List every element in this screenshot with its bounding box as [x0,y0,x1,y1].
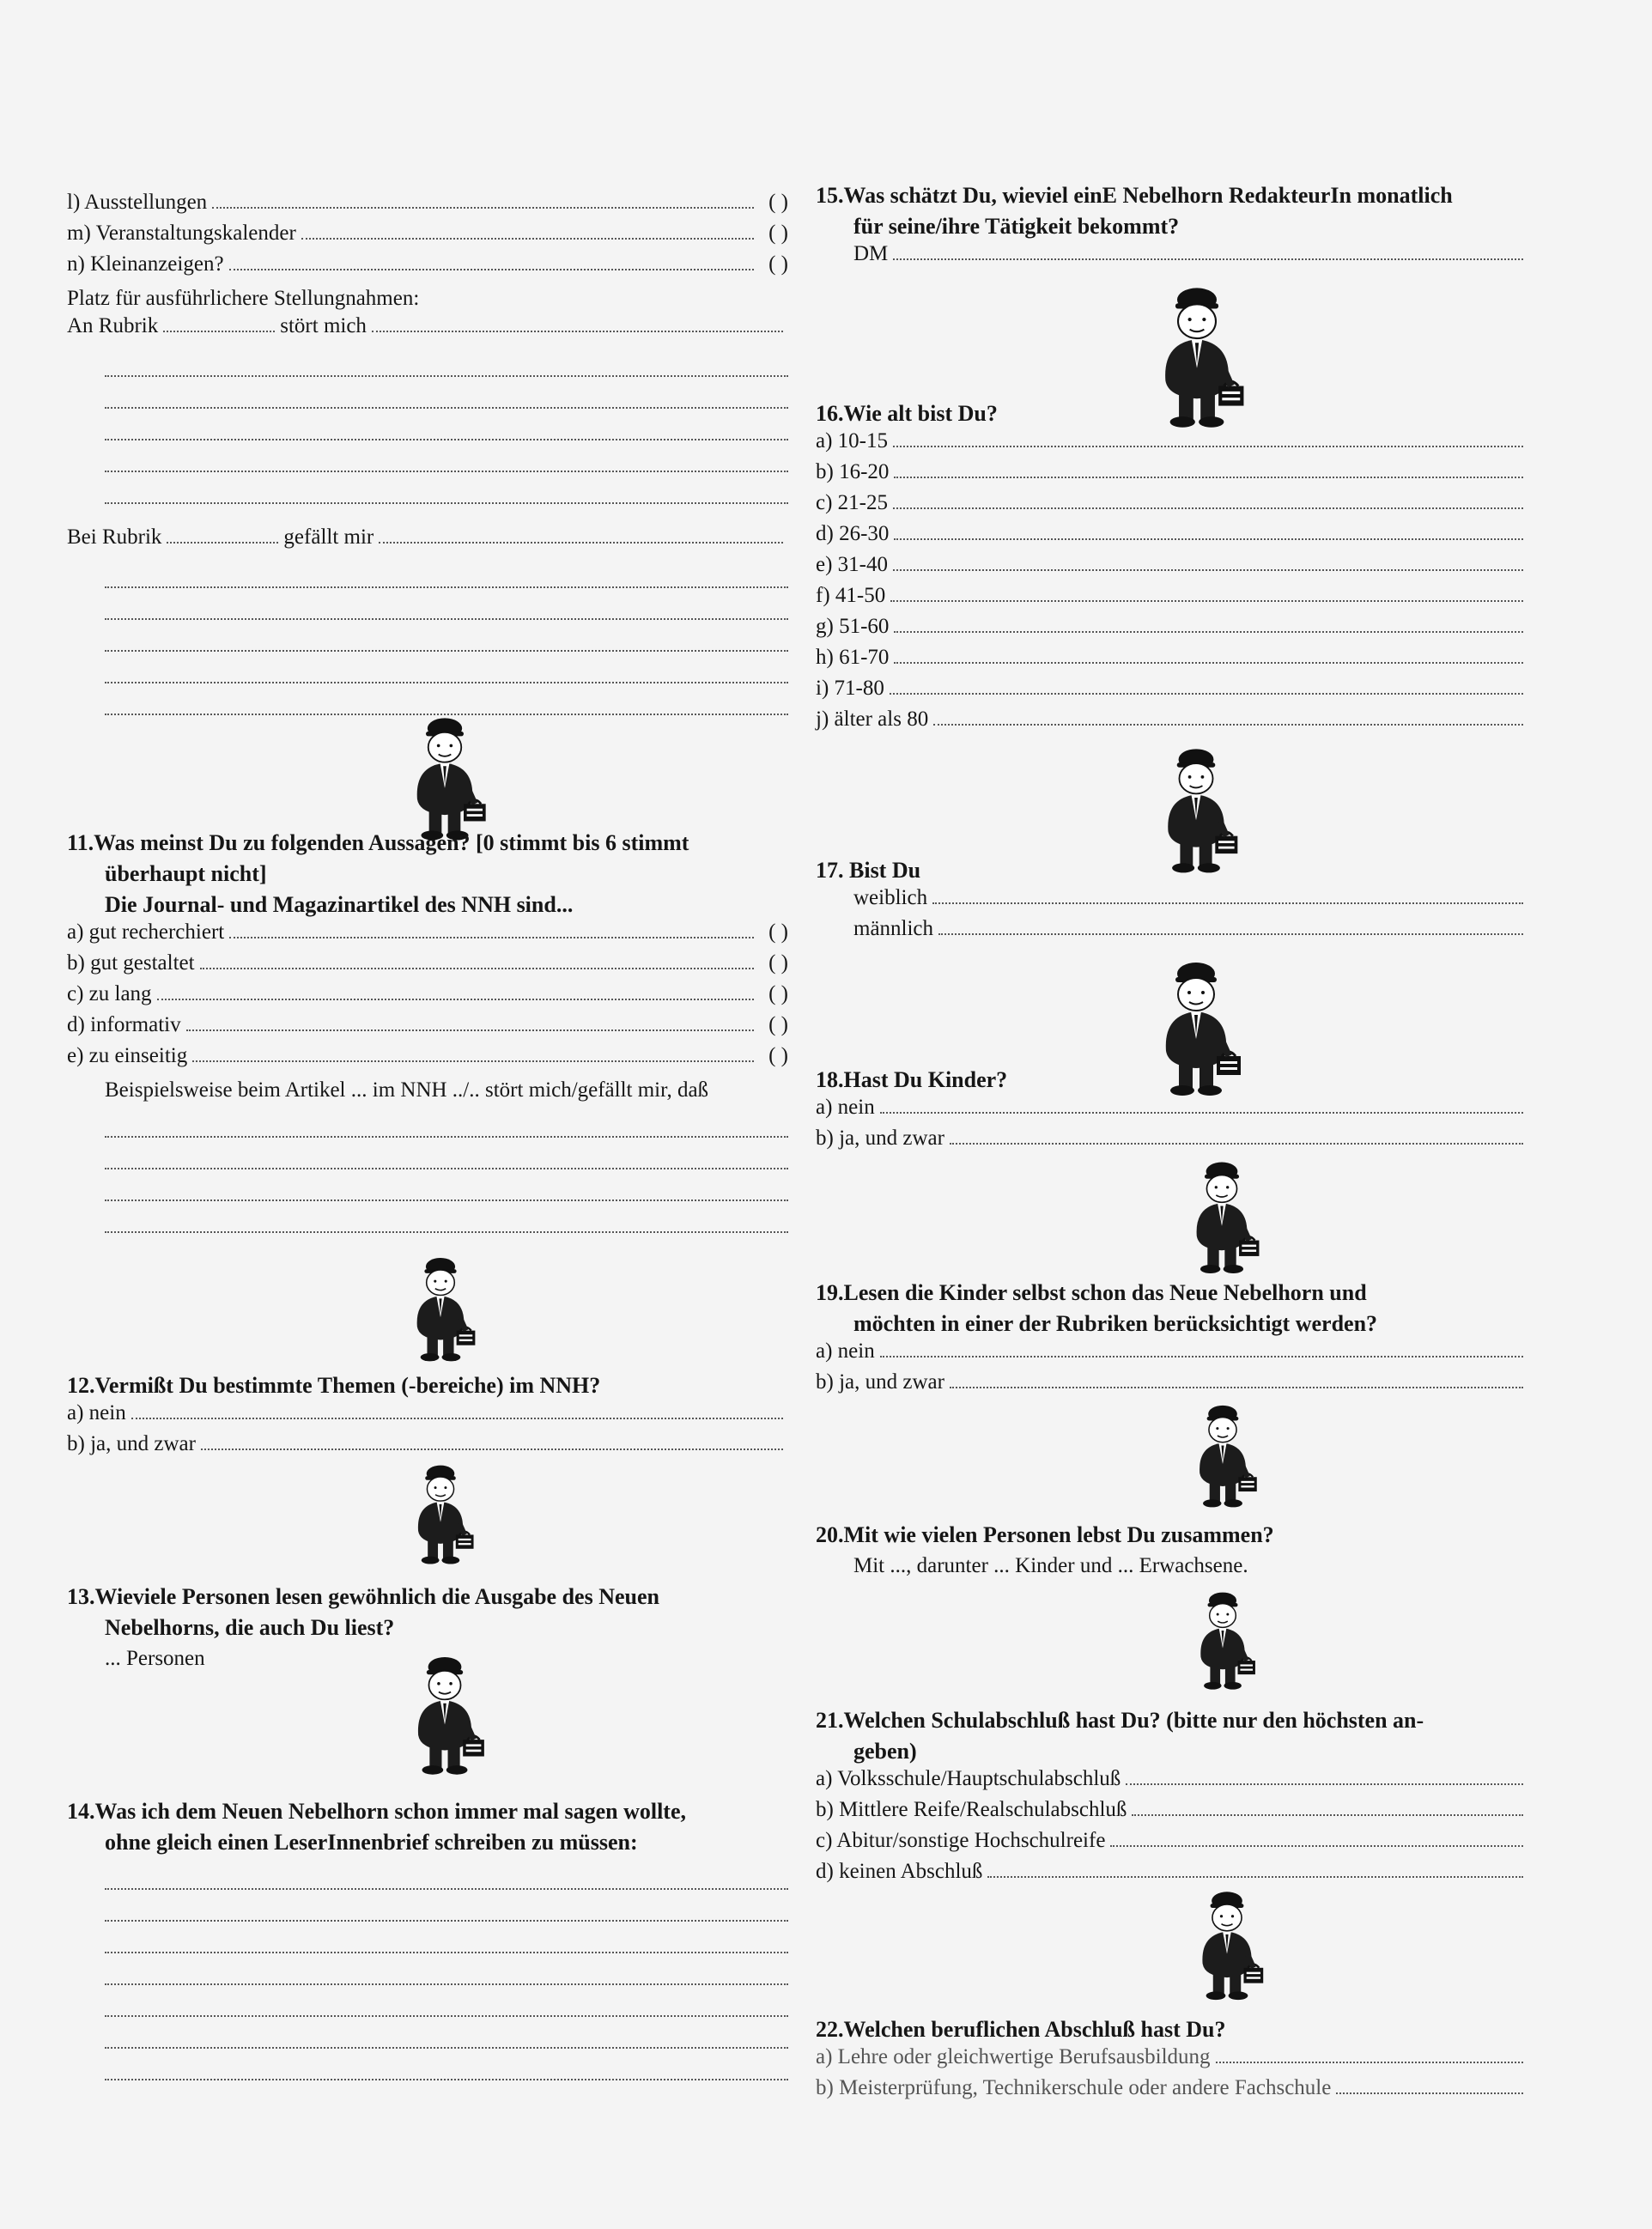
question-title: 11.Was meinst Du zu folgenden Aussagen? [0 stimmt bis 6 stimmt überhaupt nicht] Die Journal- und Magazinartikel des NNH sind... [67,830,689,917]
list-item[interactable]: a) nein [816,1096,1528,1127]
question-title: 21.Welchen Schulabschluß hast Du? (bitte nur den höchsten an- geben) [816,1708,1424,1764]
question-15 [816,180,1528,273]
answer-line[interactable] [105,345,788,377]
list-item[interactable]: männlich [816,917,1528,948]
answer-line[interactable] [105,1106,788,1138]
answer-line[interactable] [105,620,788,652]
list-item: e) zu einseitig ( ) [67,1044,788,1067]
list-item[interactable]: e) 31-40 [816,553,1528,584]
list-item: b) gut gestaltet ( ) [67,951,788,975]
list-item[interactable]: f) 41-50 [816,584,1528,615]
mascot-icon [393,1252,488,1365]
top-items [67,191,788,504]
list-item[interactable]: b) 16-20 [816,460,1528,491]
list-item: m) Veranstaltungskalender ( ) [67,222,788,245]
question-title: 20.Mit wie vielen Personen lebst Du zusammen? [816,1522,1274,1547]
answer-line[interactable] [105,472,788,504]
answer-text[interactable]: Mit ..., darunter ... Kinder und ... Erwachsene. [853,1554,1248,1577]
mascot-icon [1180,1400,1266,1511]
answer-line[interactable] [105,409,788,440]
answer-line[interactable] [105,2017,788,2049]
rating-box[interactable]: ( ) [768,951,788,975]
mascot-icon [1180,1587,1266,1693]
list-item[interactable]: a) nein [816,1339,1528,1370]
question-16 [816,398,1528,738]
rating-box[interactable]: ( ) [768,1044,788,1067]
mascot-icon [1175,1156,1269,1278]
question-title: 19.Lesen die Kinder selbst schon das Neue Nebelhorn und möchten in einer der Rubriken berücksichtigt werden? [816,1280,1378,1336]
list-item[interactable]: a) Volksschule/Hauptschulabschluß [816,1767,1528,1798]
rating-box[interactable]: ( ) [768,222,788,245]
answer-line[interactable] [105,588,788,620]
question-title: 15.Was schätzt Du, wieviel einE Nebelhorn RedakteurIn monatlich für seine/ihre Tätigkeit bekommt? [816,183,1453,239]
answer-line[interactable] [105,377,788,409]
answer-line[interactable] [105,1922,788,1953]
list-item: d) informativ ( ) [67,1013,788,1036]
answer-line[interactable] [105,1858,788,1890]
answer-line[interactable]: DM [816,242,1528,273]
question-title: 12.Vermißt Du bestimmte Themen (-bereiche) im NNH? [67,1373,601,1398]
question-17 [816,855,1528,948]
bei-rubrik-line[interactable]: Bei Rubrik gefällt mir [67,525,788,556]
question-22 [816,2014,1528,2107]
list-item[interactable]: a) nein [67,1401,788,1432]
question-18 [816,1065,1528,1157]
question-21 [816,1705,1528,1891]
list-item[interactable]: d) 26-30 [816,522,1528,553]
question-title: 17. Bist Du [816,858,921,883]
list-item[interactable]: b) Meisterprüfung, Technikerschule oder andere Fachschule [816,2076,1528,2107]
answer-line[interactable] [105,652,788,683]
rating-box[interactable]: ( ) [768,920,788,944]
list-item[interactable]: a) 10-15 [816,429,1528,460]
list-item[interactable]: b) ja, und zwar [816,1370,1528,1401]
list-item: c) zu lang ( ) [67,982,788,1005]
list-item: l) Ausstellungen ( ) [67,191,788,214]
list-item[interactable]: c) Abitur/sonstige Hochschulreife [816,1829,1528,1860]
question-title: 18.Hast Du Kinder? [816,1067,1008,1092]
list-item[interactable]: b) ja, und zwar [816,1127,1528,1157]
rating-box[interactable]: ( ) [768,982,788,1005]
answer-line[interactable] [105,1985,788,2017]
question-title: 14.Was ich dem Neuen Nebelhorn schon immer mal sagen wollte, ohne gleich einen LeserInnenbrief schreiben zu müssen: [67,1799,686,1855]
question-20 [816,1520,1528,1582]
question-title: 16.Wie alt bist Du? [816,401,998,426]
bei-rubrik-block [67,525,788,715]
list-item[interactable]: d) keinen Abschluß [816,1860,1528,1891]
answer-line[interactable] [105,1201,788,1233]
list-item[interactable]: b) Mittlere Reife/Realschulabschluß [816,1798,1528,1829]
answer-line[interactable] [105,1953,788,1985]
answer-line[interactable] [105,1890,788,1922]
answer-line[interactable] [105,1138,788,1169]
list-item[interactable]: a) Lehre oder gleichwertige Berufsausbildung [816,2045,1528,2076]
example-text: Beispielsweise beim Artikel ... im NNH ../.. stört mich/gefällt mir, daß [105,1078,709,1102]
question-title: 13.Wieviele Personen lesen gewöhnlich die Ausgabe des Neuen Nebelhorns, die auch Du liest? [67,1584,659,1640]
mascot-icon [1180,1886,1274,2004]
question-title: 22.Welchen beruflichen Abschluß hast Du? [816,2017,1226,2042]
question-19 [816,1278,1528,1401]
an-rubrik-line[interactable]: An Rubrik stört mich [67,314,788,345]
space-note: Platz für ausführlichere Stellungnahmen: [67,287,420,310]
question-11 [67,828,788,1233]
answer-line[interactable] [105,2049,788,2080]
answer-text[interactable]: ... Personen [105,1647,205,1670]
list-item[interactable]: h) 61-70 [816,646,1528,677]
mascot-icon [393,1460,488,1568]
list-item[interactable]: i) 71-80 [816,677,1528,708]
list-item: n) Kleinanzeigen? ( ) [67,252,788,276]
list-item[interactable]: b) ja, und zwar [67,1432,788,1463]
answer-line[interactable] [105,440,788,472]
rating-box[interactable]: ( ) [768,1013,788,1036]
list-item: a) gut recherchiert ( ) [67,920,788,944]
mascot-icon [398,1650,492,1779]
list-item[interactable]: weiblich [816,886,1528,917]
mascot-icon [398,711,492,845]
list-item[interactable]: j) älter als 80 [816,708,1528,738]
answer-line[interactable] [105,556,788,588]
question-14 [67,1796,788,2080]
rating-box[interactable]: ( ) [768,252,788,276]
rating-box[interactable]: ( ) [768,191,788,214]
answer-line[interactable] [105,1169,788,1201]
list-item[interactable]: c) 21-25 [816,491,1528,522]
list-item[interactable]: g) 51-60 [816,615,1528,646]
question-12 [67,1370,788,1463]
